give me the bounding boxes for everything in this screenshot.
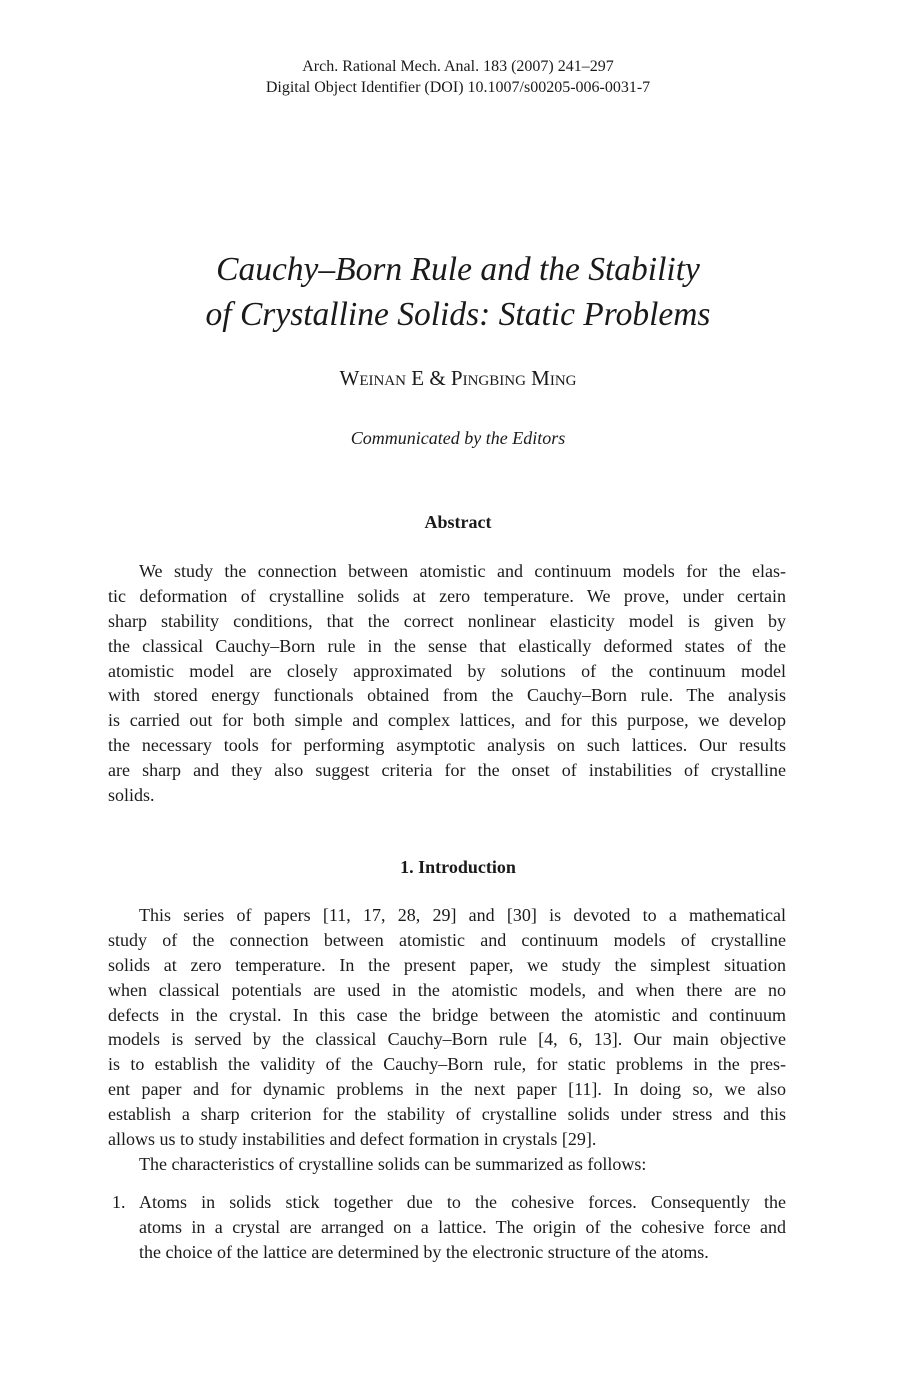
abstract-line: the necessary tools for performing asymptotic analysis on such lattices. Our results <box>108 735 786 756</box>
intro-line: models is served by the classical Cauchy–Born rule [4, 6, 13]. Our main objective <box>108 1029 786 1050</box>
intro-line: This series of papers [11, 17, 28, 29] and [30] is devoted to a mathematical <box>139 905 786 925</box>
intro-line: establish a sharp criterion for the stability of crystalline solids under stress and this <box>108 1104 786 1125</box>
communicated-by: Communicated by the Editors <box>350 428 566 448</box>
intro-line: defects in the crystal. In this case the bridge between the atomistic and continuum <box>108 1004 786 1025</box>
journal-header <box>0 56 916 98</box>
abstract-line: are sharp and they also suggest criteria for the onset of instabilities of crystalline <box>108 760 786 781</box>
paper-title <box>0 247 916 337</box>
author-separator: & <box>429 366 446 390</box>
abstract-line: the classical Cauchy–Born rule in the sense that elastically deformed states of the <box>108 635 786 656</box>
intro-line: ent paper and for dynamic problems in the next paper [11]. In doing so, we also <box>108 1079 786 1100</box>
abstract-heading: Abstract <box>424 512 492 532</box>
list-item-number: 1. <box>112 1192 126 1212</box>
intro-line: when classical potentials are used in the atomistic models, and when there are no <box>108 979 786 1000</box>
list-item-line: atoms in a crystal are arranged on a lattice. The origin of the cohesive force and <box>139 1216 786 1237</box>
section-heading-introduction: 1. Introduction <box>400 857 516 877</box>
characteristics-list <box>108 1190 786 1265</box>
doi-line: Digital Object Identifier (DOI) 10.1007/s00205-006-0031-7 <box>265 79 651 96</box>
intro-line: The characteristics of crystalline solids can be summarized as follows: <box>139 1153 647 1174</box>
title-line-1: Cauchy–Born Rule and the Stability <box>216 251 700 288</box>
abstract-line: is carried out for both simple and complex lattices, and for this purpose, we develop <box>108 710 786 731</box>
abstract-line: with stored energy functionals obtained from the Cauchy–Born rule. The analysis <box>108 685 786 706</box>
list-item <box>108 1190 786 1265</box>
abstract-line: sharp stability conditions, that the correct nonlinear elasticity model is given by <box>108 610 786 631</box>
abstract-line: tic deformation of crystalline solids at zero temperature. We prove, under certain <box>108 585 786 606</box>
author-1: Weinan E <box>339 366 425 390</box>
abstract-body <box>108 559 786 808</box>
intro-line: allows us to study instabilities and defect formation in crystals [29]. <box>108 1129 597 1150</box>
author-line <box>0 364 916 392</box>
list-item-line: Atoms in solids stick together due to the cohesive forces. Consequently the <box>139 1192 786 1212</box>
journal-citation: Arch. Rational Mech. Anal. 183 (2007) 241–297 <box>302 58 614 75</box>
abstract-line: We study the connection between atomistic and continuum models for the elas- <box>139 561 786 581</box>
intro-line: solids at zero temperature. In the present paper, we study the simplest situation <box>108 954 786 975</box>
list-item-line: the choice of the lattice are determined by the electronic structure of the atoms. <box>139 1241 709 1262</box>
intro-line: study of the connection between atomistic and continuum models of crystalline <box>108 929 786 950</box>
abstract-line: solids. <box>108 785 155 806</box>
introduction-body <box>108 903 786 1177</box>
title-line-2: of Crystalline Solids: Static Problems <box>205 296 711 333</box>
intro-line: is to establish the validity of the Cauchy–Born rule, for static problems in the pres- <box>108 1054 786 1075</box>
abstract-line: atomistic model are closely approximated by solutions of the continuum model <box>108 660 786 681</box>
author-2: Pingbing Ming <box>450 366 577 390</box>
